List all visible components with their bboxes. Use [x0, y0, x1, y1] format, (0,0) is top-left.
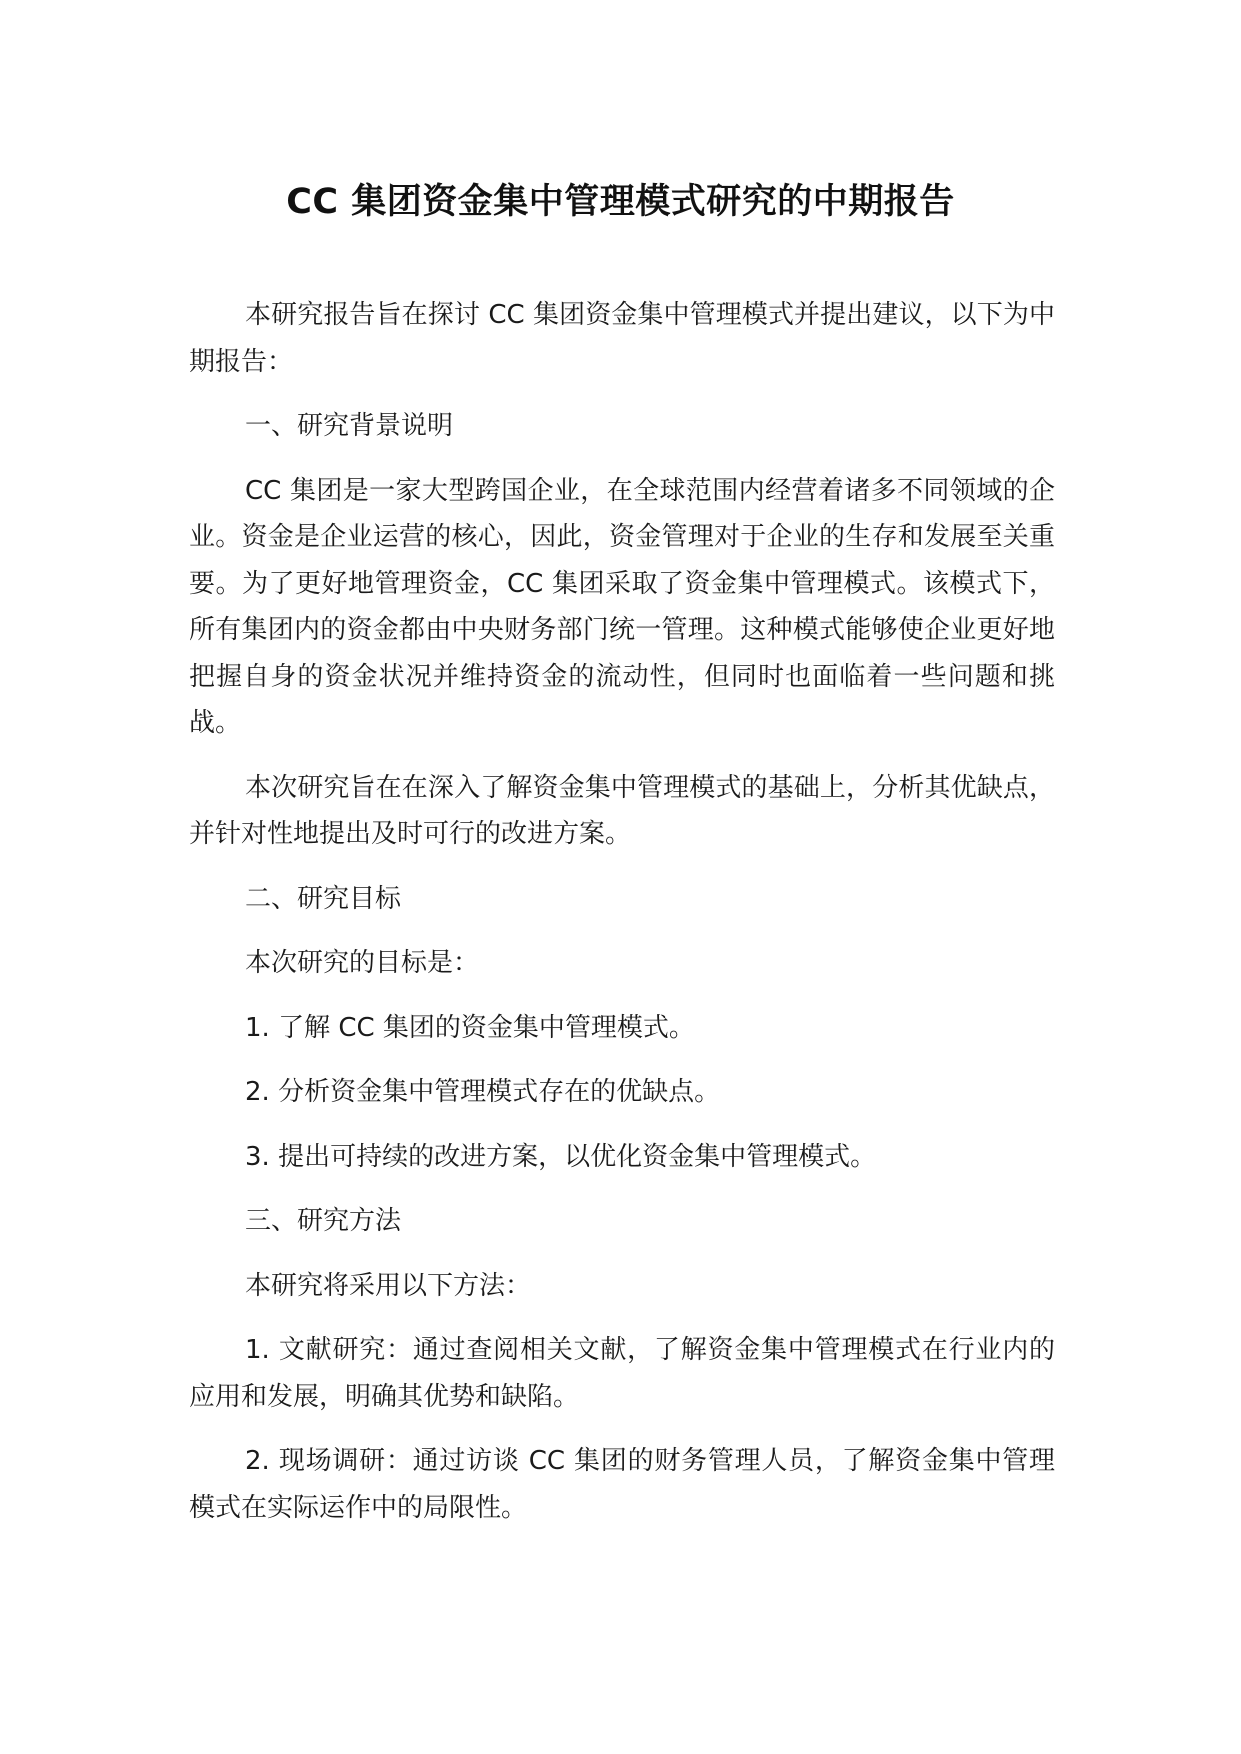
document-title: CC 集团资金集中管理模式研究的中期报告 [286, 182, 955, 222]
objective-item-1: 1. 了解 CC 集团的资金集中管理模式。 [245, 1012, 695, 1043]
objective-item-2: 2. 分析资金集中管理模式存在的优缺点。 [245, 1077, 721, 1107]
intro-paragraph: 本研究报告旨在探讨 CC 集团资金集中管理模式并提出建议，以下为中期报告： [189, 300, 1055, 377]
document-body [189, 292, 1055, 1549]
section-heading-objectives: 二、研究目标 [245, 883, 402, 914]
objectives-intro: 本次研究的目标是： [245, 948, 480, 978]
objective-item-3: 3. 提出可持续的改进方案，以优化资金集中管理模式。 [245, 1141, 877, 1172]
method-item-1: 1. 文献研究：通过查阅相关文献，了解资金集中管理模式在行业内的应用和发展，明确其优势和缺陷。 [189, 1335, 1055, 1412]
methods-intro: 本研究将采用以下方法： [245, 1270, 532, 1301]
purpose-paragraph: 本次研究旨在在深入了解资金集中管理模式的基础上，分析其优缺点，并针对性地提出及时可行的改进方案。 [189, 772, 1055, 849]
section-heading-background: 一、研究背景说明 [245, 411, 454, 441]
method-item-2: 2. 现场调研：通过访谈 CC 集团的财务管理人员，了解资金集中管理模式在实际运作中的局限性。 [189, 1446, 1055, 1523]
section-heading-methods: 三、研究方法 [245, 1206, 402, 1236]
background-paragraph: CC 集团是一家大型跨国企业，在全球范围内经营着诸多不同领域的企业。资金是企业运营的核心，因此，资金管理对于企业的生存和发展至关重要。为了更好地管理资金，CC 集团采取了资金集中管理模式。该模式下，所有集团内的资金都由中央财务部门统一管理。这种模式能够使企业更好地把握自身的资金状况并维持资金的流动性，但同时也面临着一些问题和挑战。 [189, 475, 1055, 738]
